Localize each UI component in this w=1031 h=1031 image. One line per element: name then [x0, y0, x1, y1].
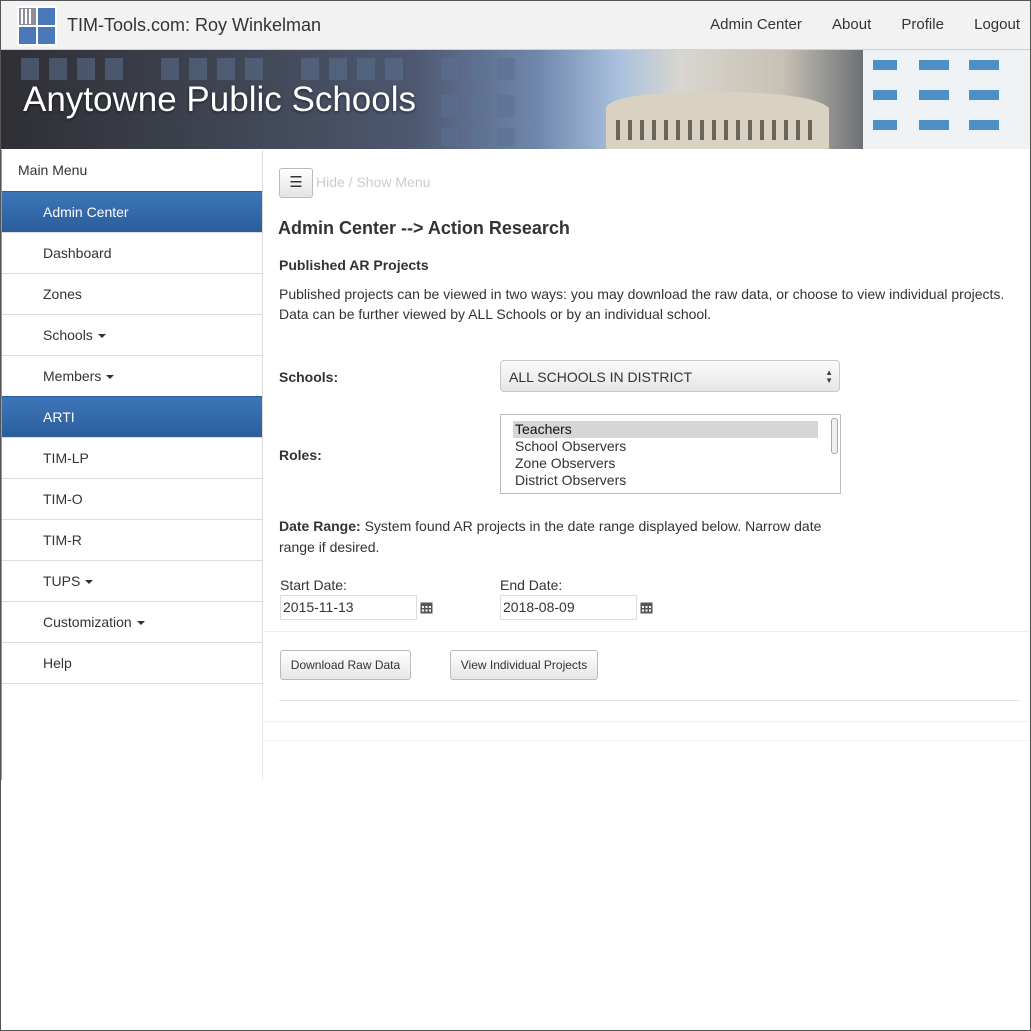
menu-toggle-button[interactable] — [279, 168, 313, 198]
start-date-label: Start Date: — [280, 577, 347, 593]
menu-toggle-hint[interactable]: Hide / Show Menu — [316, 174, 431, 190]
caret-down-icon — [98, 334, 106, 338]
section-title: Published AR Projects — [279, 257, 429, 273]
download-raw-data-button[interactable]: Download Raw Data — [280, 650, 411, 680]
sidebar-item-members[interactable] — [2, 355, 262, 396]
sidebar-item-label: Schools — [43, 327, 93, 343]
roles-option[interactable]: Zone Observers — [515, 455, 616, 471]
sidebar-item-customization[interactable] — [2, 601, 262, 642]
sidebar-item-label: Customization — [43, 614, 132, 630]
hamburger-icon: ☰ — [289, 174, 303, 191]
sidebar-header: Main Menu — [18, 162, 88, 178]
end-date-input[interactable]: 2018-08-09 — [500, 595, 637, 620]
schools-select[interactable] — [500, 360, 840, 392]
roles-listbox[interactable] — [500, 414, 841, 494]
sidebar-item-label: Members — [43, 368, 102, 384]
sidebar-item-arti[interactable] — [2, 396, 262, 437]
sidebar-item-tups[interactable] — [2, 560, 262, 601]
end-calendar-icon[interactable] — [640, 601, 653, 614]
nav-link-about[interactable]: About — [832, 16, 872, 33]
select-arrows-icon: ▲ ▼ — [825, 368, 833, 385]
sidebar-item-label: Help — [43, 655, 72, 671]
description-line-2: Data can be further viewed by ALL Schools or by an individual school. — [279, 306, 712, 322]
sidebar-item-schools[interactable] — [2, 314, 262, 355]
caret-down-icon — [85, 580, 93, 584]
description-line-1: Published projects can be viewed in two ways: you may download the raw data, or choose to view individual projects. — [279, 286, 1005, 302]
start-calendar-icon[interactable] — [420, 601, 433, 614]
date-range-description — [279, 516, 839, 558]
sidebar-item-label: TUPS — [43, 573, 81, 589]
sidebar-item-label: TIM-LP — [43, 450, 89, 466]
sidebar-item-tim-lp[interactable] — [2, 437, 262, 478]
schools-label: Schools: — [279, 369, 339, 385]
divider — [279, 700, 1019, 701]
sidebar-item-label: Zones — [43, 286, 82, 302]
sidebar-item-label: TIM-R — [43, 532, 82, 548]
listbox-scrollbar[interactable] — [831, 418, 838, 454]
sidebar-item-tim-o[interactable] — [2, 478, 262, 519]
nav-link-logout[interactable]: Logout — [974, 16, 1020, 33]
description — [279, 284, 1024, 324]
start-date-input[interactable]: 2015-11-13 — [280, 595, 417, 620]
nav-links — [684, 16, 1020, 33]
roles-label: Roles: — [279, 447, 322, 463]
end-date-label: End Date: — [500, 577, 563, 593]
nav-link-profile[interactable]: Profile — [901, 16, 944, 33]
header-banner — [1, 50, 1030, 149]
date-range-label: Date Range: — [279, 518, 361, 534]
top-navbar — [1, 1, 1030, 50]
caret-down-icon — [137, 621, 145, 625]
roles-option[interactable]: School Observers — [515, 438, 627, 454]
date-range-text: System found AR projects in the date range displayed below. Narrow date range if desired. — [279, 518, 822, 555]
brand-title[interactable]: TIM-Tools.com: Roy Winkelman — [67, 15, 322, 35]
sidebar-item-admin-center[interactable] — [2, 191, 262, 232]
caret-down-icon — [106, 375, 114, 379]
sidebar-item-zones[interactable] — [2, 273, 262, 314]
divider — [263, 740, 1030, 741]
sidebar-item-tim-r[interactable] — [2, 519, 262, 560]
sidebar-item-label: ARTI — [43, 409, 75, 425]
sidebar-item-label: TIM-O — [43, 491, 83, 507]
divider — [263, 721, 1030, 722]
sidebar-item-dashboard[interactable] — [2, 232, 262, 273]
tim-logo-icon[interactable] — [17, 6, 57, 46]
nav-link-admin-center[interactable]: Admin Center — [710, 16, 802, 33]
sidebar-menu — [2, 150, 263, 684]
sidebar-item-label: Dashboard — [43, 245, 112, 261]
sidebar-item-label: Admin Center — [43, 204, 129, 220]
roles-option[interactable]: District Observers — [515, 472, 627, 488]
page-title: Admin Center --> Action Research — [278, 218, 570, 238]
district-title: Anytowne Public Schools — [23, 80, 416, 119]
sidebar-item-help[interactable] — [2, 642, 262, 683]
roles-option[interactable]: Teachers — [513, 421, 818, 438]
divider — [263, 631, 1030, 632]
schools-select-value: ALL SCHOOLS IN DISTRICT — [509, 369, 693, 385]
view-individual-projects-button[interactable]: View Individual Projects — [450, 650, 598, 680]
